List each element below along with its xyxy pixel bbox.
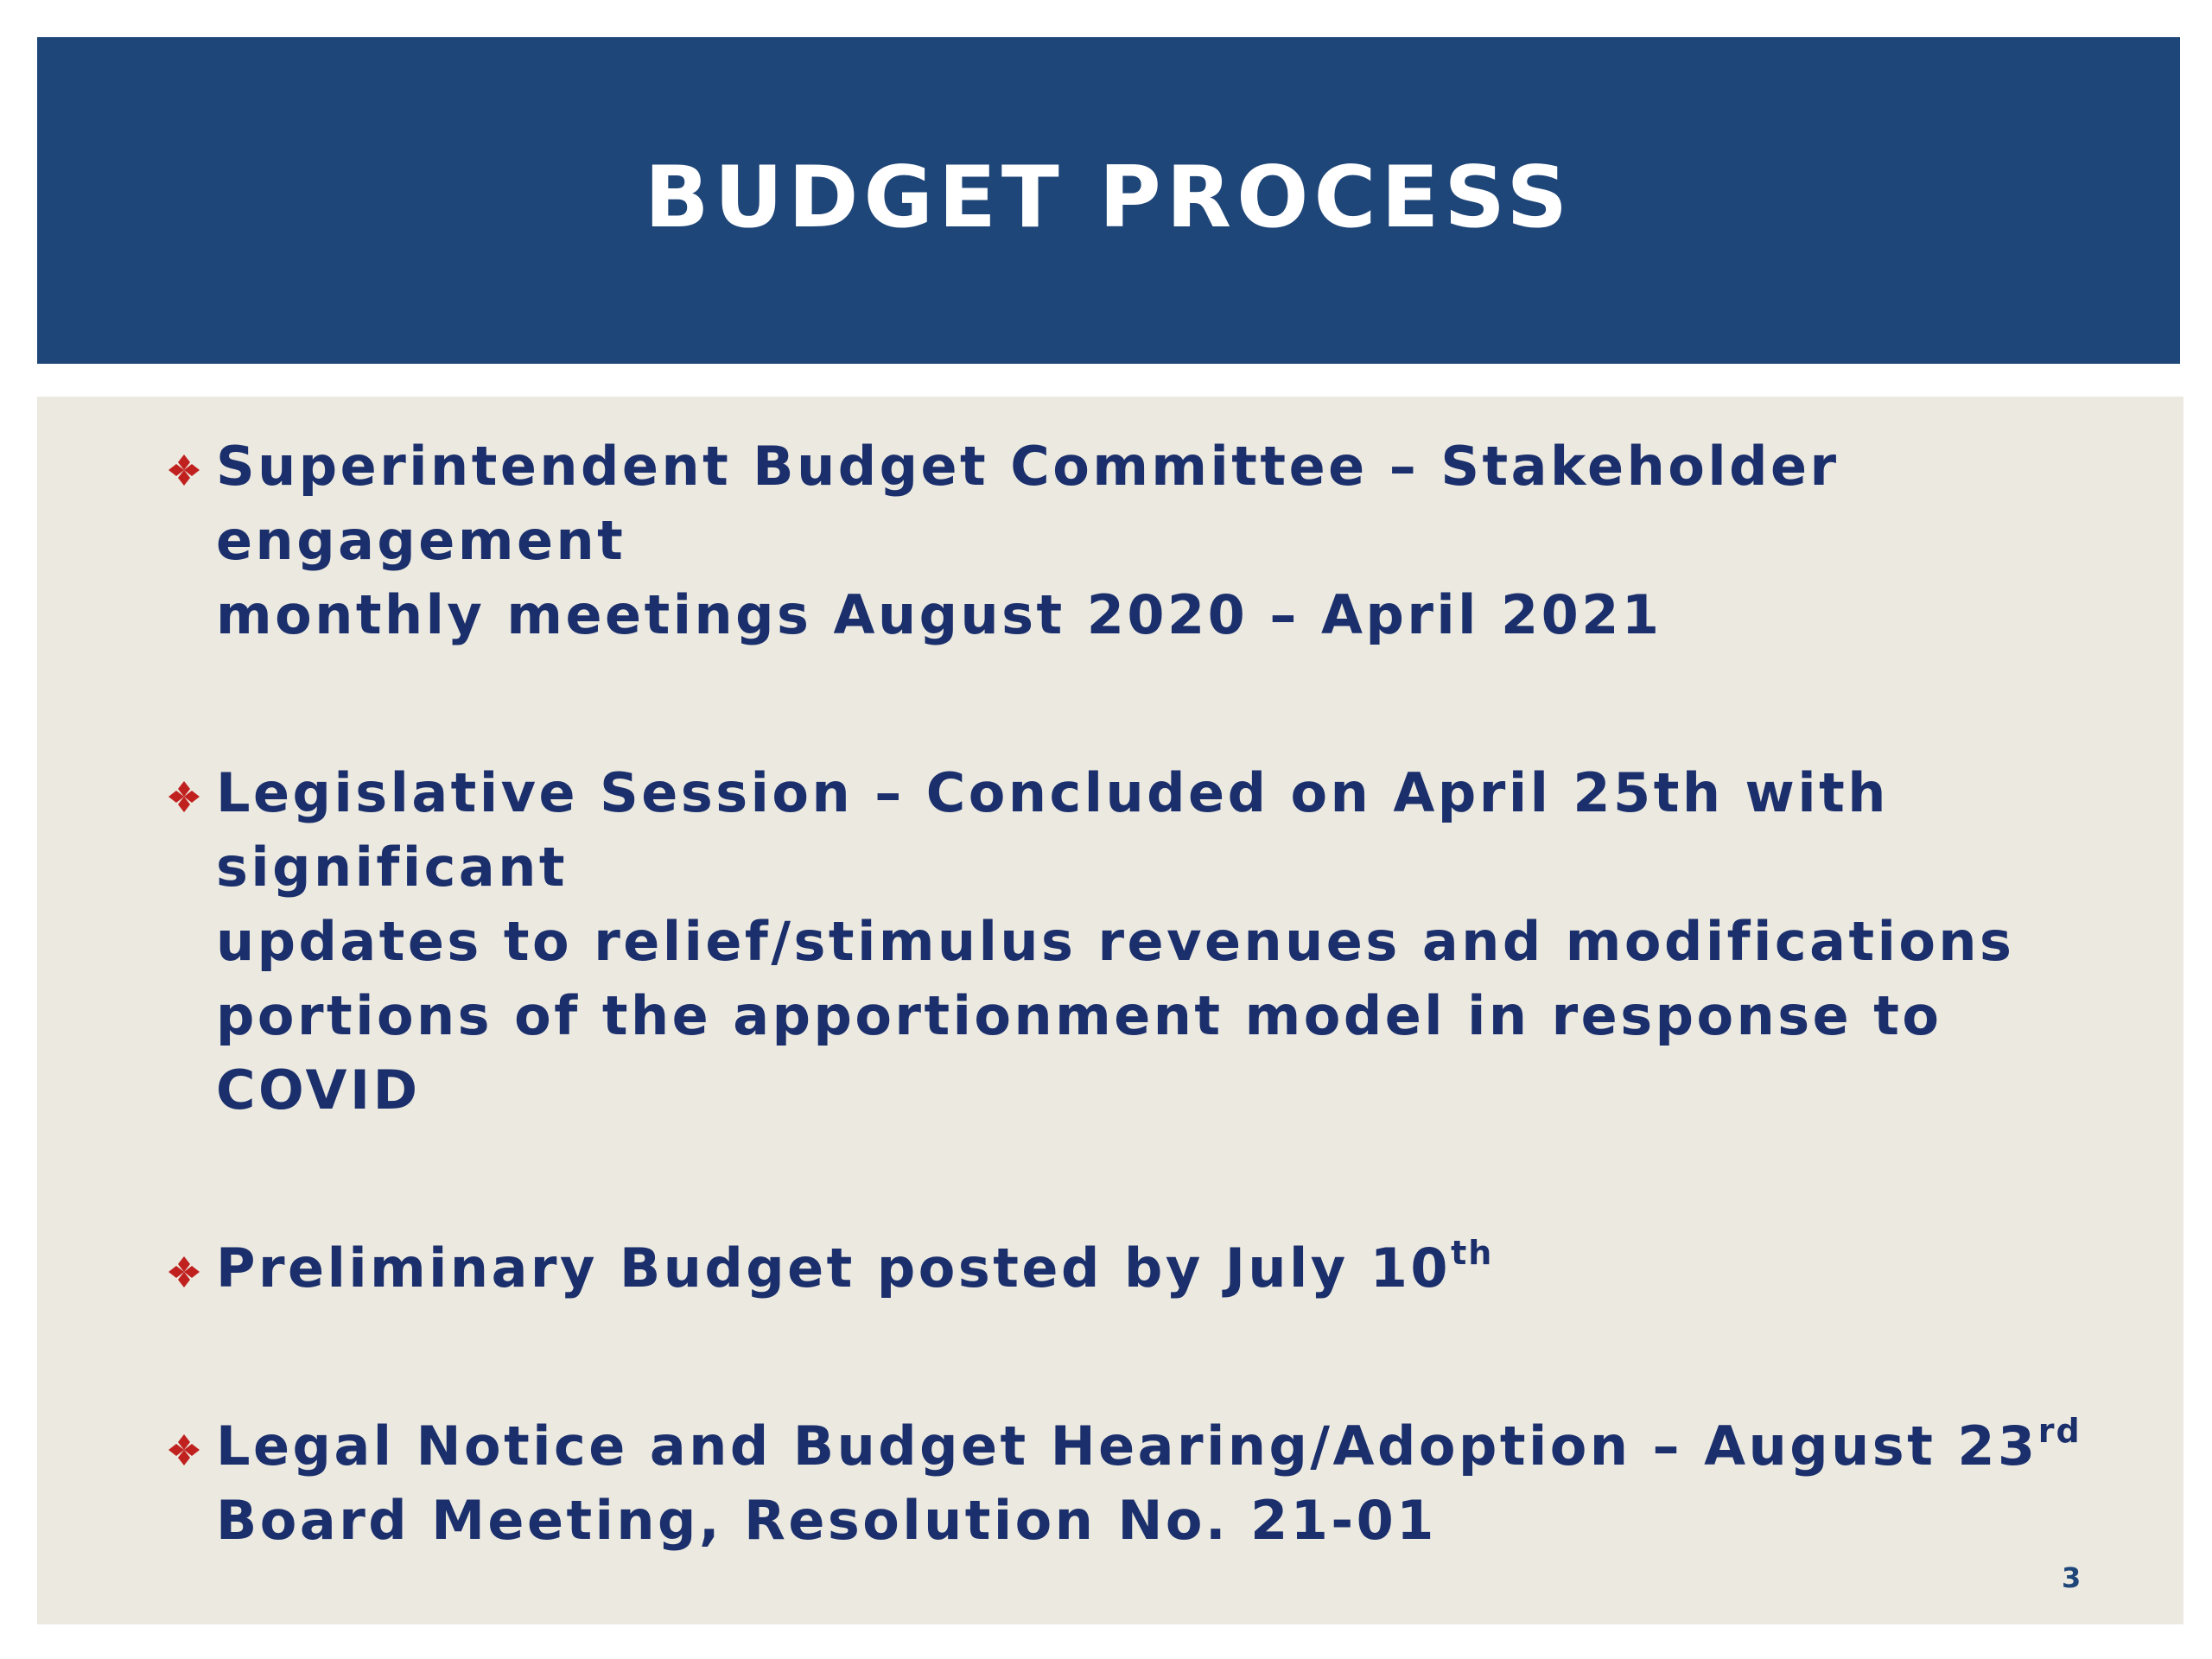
four-diamond-icon — [167, 1255, 201, 1289]
bullet-text — [216, 1231, 1493, 1306]
four-diamond-icon — [167, 1433, 201, 1467]
ordinal-suffix: rd — [2037, 1412, 2082, 1451]
ordinal-suffix: th — [1451, 1234, 1494, 1273]
bullet-text — [216, 1409, 2082, 1558]
bullet-item — [167, 429, 2154, 652]
bullet-line: portions of the apportionment model in response to COVID — [216, 984, 1942, 1122]
bullet-item — [167, 1231, 2154, 1306]
bullet-list — [167, 429, 2154, 1659]
bullet-line: Board Meeting, Resolution No. 21-01 — [216, 1489, 1437, 1552]
bullet-line: updates to relief/stimulus revenues and modifications — [216, 910, 2015, 973]
four-diamond-icon — [167, 779, 201, 814]
bullet-line: monthly meetings August 2020 – April 2021 — [216, 583, 1662, 646]
bullet-line: Preliminary Budget posted by July 10 — [216, 1236, 1452, 1300]
slide-content — [37, 397, 2183, 1624]
four-diamond-icon — [167, 453, 201, 487]
bullet-line: Legislative Session – Concluded on April 25th with significant — [216, 761, 1889, 899]
slide-title: BUDGET PROCESS — [644, 149, 1573, 247]
bullet-text — [216, 756, 2154, 1128]
bullet-line: Legal Notice and Budget Hearing/Adoption – August 23 — [216, 1414, 2038, 1478]
bullet-item — [167, 756, 2154, 1128]
title-banner — [37, 37, 2180, 364]
page-number: 3 — [2062, 1561, 2082, 1594]
bullet-item — [167, 1409, 2154, 1558]
bullet-text — [216, 429, 2154, 652]
bullet-line: Superintendent Budget Committee – Stakeholder engagement — [216, 435, 1840, 572]
